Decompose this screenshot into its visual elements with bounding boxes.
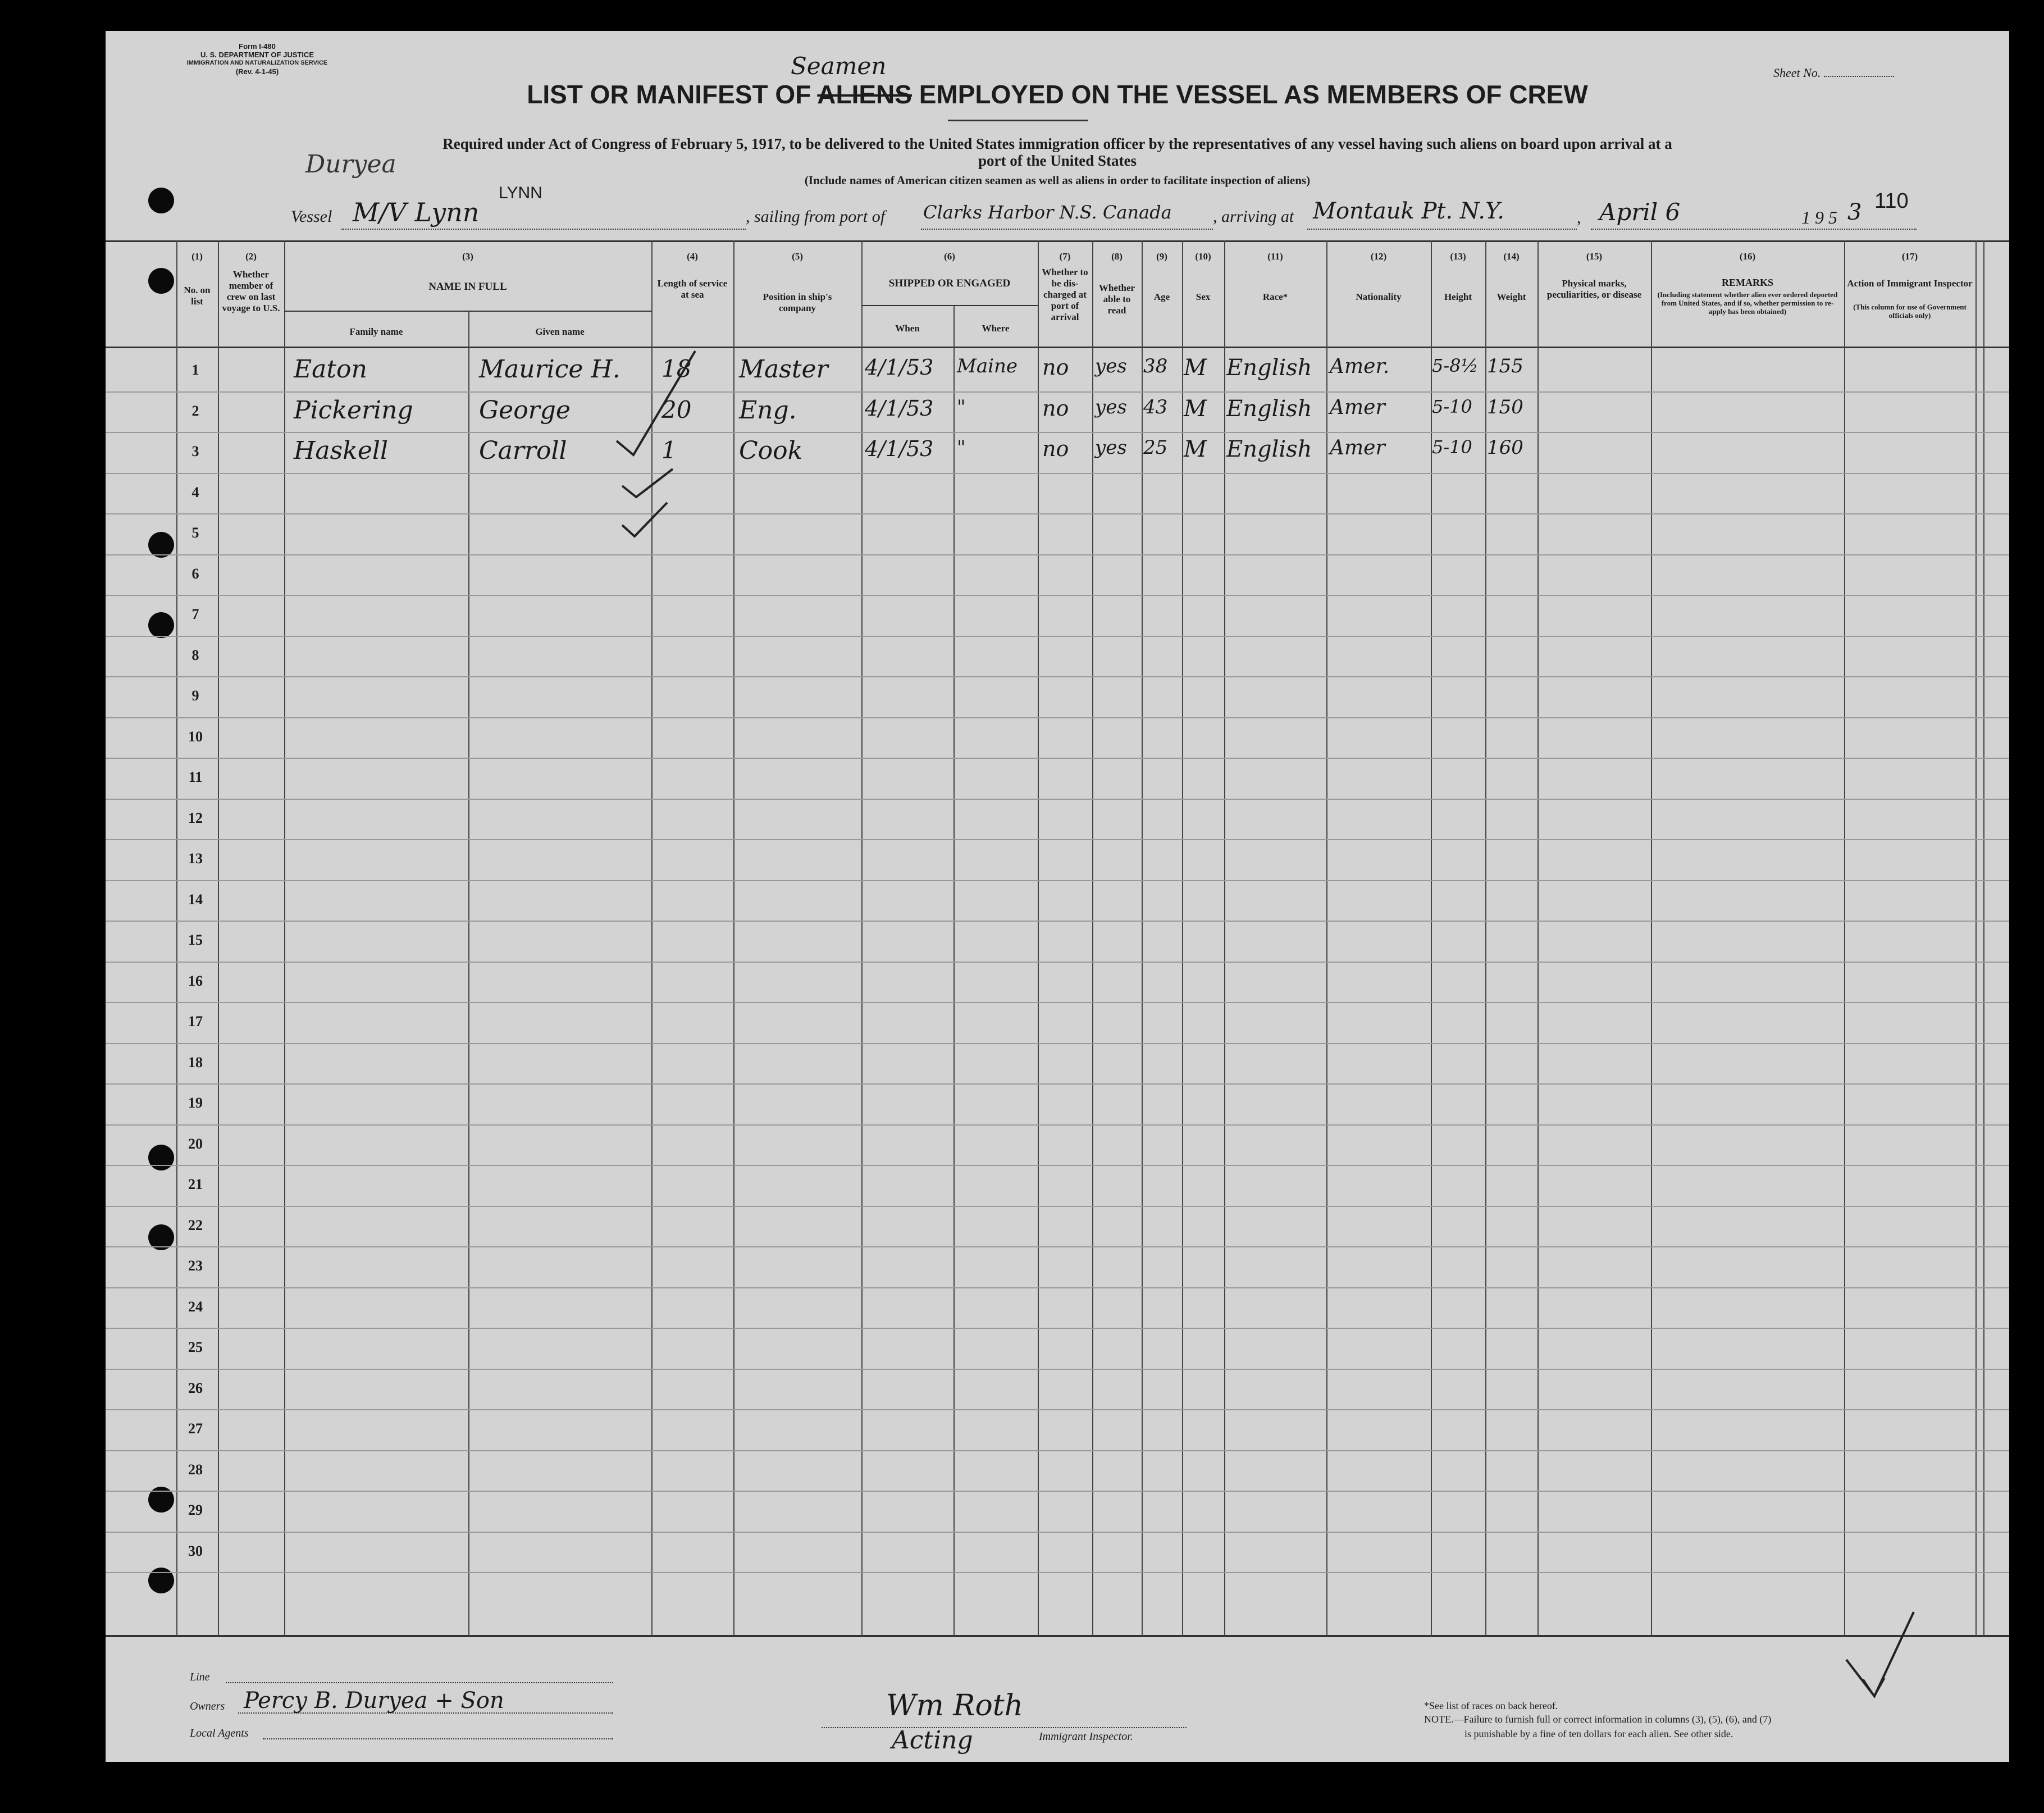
row-rule [106,1165,2009,1166]
page-title [106,79,2009,110]
crew-read: yes [1095,355,1127,377]
row-number: 5 [191,525,199,541]
row-rule [106,391,2009,393]
inspector-check-mark [1841,1606,1925,1707]
row-rule [106,962,2009,963]
crew-family-name: Haskell [294,436,389,465]
vessel-print: LYNN [499,184,542,202]
crew-service: 1 [661,436,677,464]
row-rule [106,473,2009,474]
crew-when: 4/1/53 [865,395,934,421]
col-rule [284,240,285,1636]
form-rev: (Rev. 4-1-45) [235,67,279,76]
footer-agents-label: Local Agents [190,1727,249,1739]
crew-discharged: no [1042,436,1069,461]
row-number: 22 [188,1217,203,1233]
col-num: (14) [1503,251,1520,262]
row-rule [106,839,2009,840]
row-rule [106,1043,2009,1044]
row-rule [106,432,2009,433]
col-num: (12) [1370,251,1387,262]
col-header-when: When [895,323,920,334]
sailing-underline [921,229,1213,230]
row-number: 19 [188,1095,203,1111]
sailing-value: Clarks Harbor N.S. Canada [923,202,1172,223]
check-mark-icon [622,503,667,536]
col-rule [1537,240,1539,1636]
col-header-member: Whether member of crew on last voyage to U.S. [222,269,280,313]
row-number: 1 [191,362,199,378]
crew-race: English [1226,355,1312,381]
crew-where: Maine [957,355,1018,377]
year-print: 195 [1801,207,1842,227]
row-number: 18 [188,1054,203,1071]
row-number: 28 [188,1461,203,1478]
col-header-given: Given name [535,326,585,337]
crew-age: 38 [1143,355,1168,377]
check-mark-icon [1846,1612,1914,1696]
crew-weight: 155 [1487,355,1523,377]
row-rule [106,676,2009,677]
col-header-where: Where [982,323,1010,334]
row-rule [106,1246,2009,1247]
row-number: 7 [191,606,199,622]
subtitle-line3: (Include names of American citizen seamen as well as aliens in order to facilitate inspection of aliens) [804,174,1311,187]
punch-hole [148,188,174,213]
crew-sex: M [1184,436,1207,462]
crew-weight: 150 [1487,395,1523,418]
row-number: 2 [191,402,199,419]
date-underline [1591,229,1917,230]
form-ident [184,42,330,76]
row-rule [106,1409,2009,1410]
crew-given-name: Maurice H. [479,355,620,384]
col-header-discharged: Whether to be dis-charged at port of arrival [1042,267,1088,322]
name-subheader-rule [284,311,651,312]
col-header-read: Whether able to read [1098,283,1135,316]
row-number: 8 [191,646,199,663]
crew-read: yes [1095,395,1127,418]
col-num: (7) [1059,251,1071,262]
check-mark-icon [622,469,673,497]
row-rule [106,921,2009,922]
sheet-no-label: Sheet No. [1773,66,1821,80]
table-frame [106,240,2009,242]
col-num: (9) [1156,251,1167,262]
crew-given-name: George [479,395,571,425]
crew-height: 5-10 [1432,436,1472,458]
title-part2: EMPLOYED ON THE VESSEL AS MEMBERS OF CREW [919,80,1588,109]
crew-age: 43 [1143,395,1168,418]
col-num: (16) [1739,251,1756,262]
vessel-value: M/V Lynn [353,197,480,227]
row-number: 11 [188,769,203,785]
crew-service: 18 [661,355,692,382]
footer-owners-value: Percy B. Duryea + Son [244,1688,504,1714]
row-rule [106,595,2009,596]
col-num: (5) [792,251,803,262]
date-value: April 6 [1599,198,1681,226]
row-rule [106,799,2009,800]
footer-agents-underline [263,1738,613,1739]
col-rule [861,240,863,1636]
crew-where: " [957,395,966,418]
col-rule [1038,240,1039,1636]
row-rule [106,1124,2009,1126]
crew-given-name: Carroll [479,436,567,465]
row-rule [106,758,2009,759]
signature-note: Acting [892,1726,973,1755]
col-header-family: Family name [349,326,403,337]
footer-note-1: *See list of races on back hereof. [1424,1700,1558,1711]
punch-hole [148,1568,174,1593]
col-header-name: NAME IN FULL [428,281,507,293]
row-number: 23 [188,1258,203,1274]
inspector-underline [822,1727,1187,1728]
row-number: 16 [188,972,203,989]
col-num: (8) [1111,251,1123,262]
col-header-remarks-note: (Including statement whether alien ever ordered deported from United States, and if so, whether permission to re-apply has been obtained) [1657,290,1838,316]
row-number: 17 [188,1013,203,1030]
col-header-no: No. on list [184,285,211,307]
row-rule [106,1491,2009,1492]
row-rule [106,1369,2009,1370]
col-header-weight: Weight [1496,291,1526,302]
crew-position: Cook [739,436,803,465]
col-header-nationality: Nationality [1356,291,1402,302]
table-bottom-rule [106,1635,2009,1637]
crew-age: 25 [1143,436,1168,459]
col-rule [733,240,734,1636]
form-service: IMMIGRATION AND NATURALIZATION SERVICE [186,60,328,66]
col-rule [1182,240,1183,1636]
crew-height: 5-8½ [1432,355,1479,376]
arriving-underline [1307,229,1577,230]
row-rule [106,1206,2009,1207]
crew-discharged: no [1042,355,1069,380]
col-header-sex: Sex [1196,291,1211,302]
title-part1: LIST OR MANIFEST OF [527,80,811,109]
year-handwritten: 3 [1847,199,1862,225]
col-num: (11) [1267,251,1283,262]
col-header-action-note: (This column for use of Government officials only) [1853,303,1967,320]
row-rule [106,1002,2009,1003]
row-rule [106,1572,2009,1573]
col-num: (15) [1586,251,1603,262]
footer-note-2: NOTE.—Failure to furnish full or correct information in columns (3), (5), (6), and (7) [1424,1714,1772,1725]
punch-hole [148,1145,174,1170]
row-rule [106,1287,2009,1288]
subtitle-line1: Required under Act of Congress of February 5, 1917, to be delivered to the United States immigration officer by the representatives of any vessel having such aliens on board upon arrival at a [442,135,1672,152]
col-rule [468,312,469,1636]
col-rule [1983,240,1984,1636]
row-number: 29 [188,1502,203,1518]
punch-hole [148,268,174,294]
title-struck: ALIENS [817,80,912,109]
title-rule [948,120,1088,121]
crew-position: Master [739,355,828,384]
crew-read: yes [1095,436,1127,459]
col-header-service: Length of service at sea [657,278,728,300]
col-num: (2) [245,251,257,262]
row-number: 3 [191,443,199,459]
row-number: 20 [188,1135,203,1152]
table-header-rule [106,347,2009,348]
row-rule [106,636,2009,637]
row-rule [106,717,2009,718]
row-number: 15 [188,932,203,948]
row-number: 12 [188,809,203,826]
row-number: 14 [188,891,203,908]
crew-when: 4/1/53 [865,355,934,380]
col-num: (1) [191,251,203,262]
row-rule [106,554,2009,555]
form-dept: U. S. DEPARTMENT OF JUSTICE [200,51,314,59]
row-number: 27 [188,1420,203,1437]
row-rule [106,1083,2009,1085]
sheet-no [1773,66,1894,80]
col-num: (10) [1195,251,1211,262]
footer-note-3: is punishable by a fine of ten dollars for each alien. See other side. [1464,1728,1733,1739]
vessel-underline [341,229,746,230]
check-mark-icon [617,351,695,455]
row-number: 21 [188,1176,203,1192]
owner-margin-note: Duryea [305,150,396,179]
row-number: 4 [191,484,199,500]
arriving-value: Montauk Pt. N.Y. [1313,198,1504,224]
footer-line-label: Line [190,1671,210,1683]
shipped-subheader-rule [861,305,1038,306]
col-rule [176,240,177,1636]
subtitle-line2: port of the United States [978,152,1137,169]
col-rule [1651,240,1652,1636]
crew-when: 4/1/53 [865,436,934,461]
crew-service: 20 [661,395,692,423]
row-number: 9 [191,687,199,704]
col-rule [1092,240,1093,1636]
crew-family-name: Eaton [294,355,367,384]
crew-race: English [1226,436,1312,462]
row-number: 24 [188,1298,203,1315]
col-num: (4) [687,251,698,262]
footer-line-underline [226,1682,613,1683]
crew-position: Eng. [739,395,797,425]
col-header-remarks: REMARKS [1721,277,1773,288]
row-number: 10 [188,728,203,745]
col-rule [953,306,955,1636]
crew-race: English [1226,395,1312,422]
crew-nationality: Amer [1330,395,1385,419]
col-rule [1844,240,1845,1636]
crew-height: 5-10 [1432,395,1472,417]
row-number: 25 [188,1339,203,1355]
row-rule [106,1328,2009,1329]
inspector-label: Immigrant Inspector. [1039,1730,1133,1743]
row-number: 30 [188,1542,203,1559]
sailing-label: , sailing from port of [746,207,886,226]
col-num: (3) [462,251,473,262]
row-number: 13 [188,850,203,867]
row-rule [106,513,2009,514]
col-rule [1485,240,1486,1636]
row-rule [106,1532,2009,1533]
row-rule [106,1450,2009,1451]
crew-sex: M [1184,395,1207,422]
crew-nationality: Amer [1330,436,1385,459]
title-insert: Seamen [791,52,887,80]
col-rule [218,240,219,1636]
row-rule [106,880,2009,881]
arriving-label: , arriving at [1213,207,1294,226]
col-rule [1975,240,1977,1636]
col-num: (13) [1450,251,1466,262]
col-header-physical: Physical marks, peculiarities, or disease [1546,278,1642,300]
form-number: Form I-480 [239,42,276,51]
crew-weight: 160 [1487,436,1523,459]
punch-hole [148,612,174,638]
col-header-position: Position in ship's company [763,291,832,313]
footer-owners-label: Owners [190,1700,225,1712]
crew-family-name: Pickering [294,395,413,425]
vessel-label: Vessel [291,207,332,226]
col-num: (6) [944,251,955,262]
manifest-sheet [106,31,2009,1762]
inspector-signature: Wm Roth [886,1689,1024,1723]
col-rule [1224,240,1225,1636]
col-header-race: Race* [1262,291,1288,302]
date-comma: , [1577,208,1581,227]
col-num: (17) [1901,251,1918,262]
col-rule [1326,240,1327,1636]
crew-nationality: Amer. [1330,355,1390,378]
col-header-age: Age [1153,291,1170,302]
crew-where: " [957,436,966,459]
stamp-number: 110 [1874,189,1909,213]
crew-discharged: no [1042,395,1069,421]
row-number: 26 [188,1379,203,1396]
check-marks [611,334,723,548]
col-header-shipped: SHIPPED OR ENGAGED [888,277,1011,289]
col-header-height: Height [1444,291,1472,302]
col-rule [1142,240,1143,1636]
row-number: 6 [191,565,199,582]
crew-sex: M [1184,355,1207,381]
col-header-action: Action of Immigrant Inspector [1847,278,1973,289]
